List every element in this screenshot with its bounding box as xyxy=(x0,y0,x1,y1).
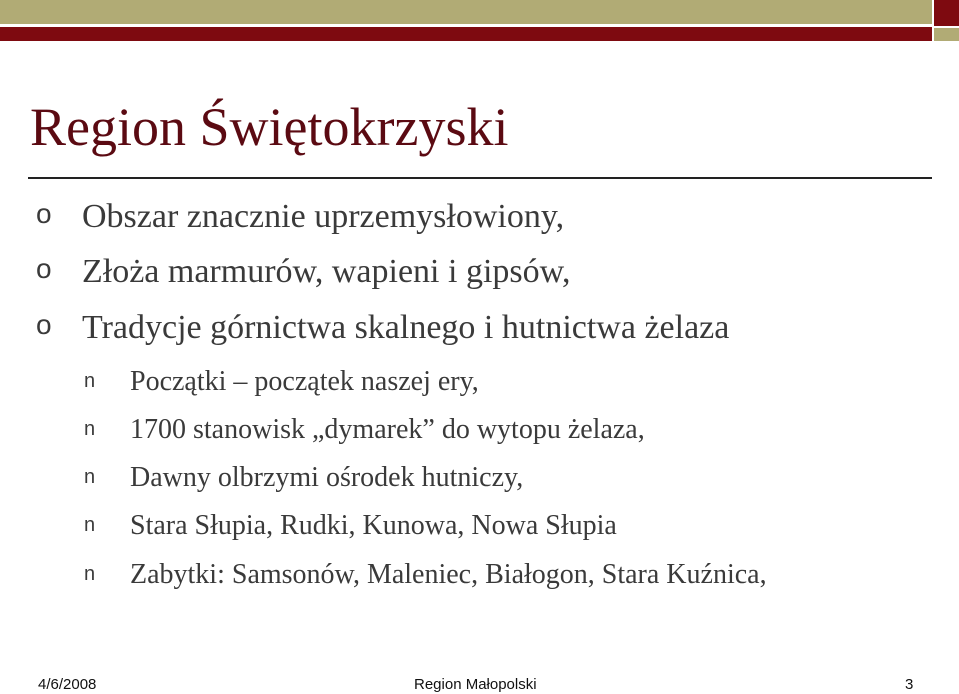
footer-page-number: 3 xyxy=(905,676,914,693)
square-bullet-icon: n xyxy=(84,418,96,440)
sub-bullet-text: Zabytki: Samsonów, Maleniec, Białogon, Stara Kuźnica, xyxy=(130,559,767,590)
sub-bullet-text: 1700 stanowisk „dymarek” do wytopu żelaza, xyxy=(130,414,645,445)
sub-bullet-text: Dawny olbrzymi ośrodek hutniczy, xyxy=(130,462,524,493)
square-bullet-icon: n xyxy=(84,514,96,536)
footer-date: 4/6/2008 xyxy=(38,676,97,693)
square-bullet-icon: n xyxy=(84,466,96,488)
bullet-text: Obszar znacznie uprzemysłowiony, xyxy=(82,198,565,235)
square-bullet-icon: n xyxy=(84,370,96,392)
square-bullet-icon: n xyxy=(84,563,96,585)
circle-bullet-icon: o xyxy=(36,198,52,229)
bullet-text: Tradycje górnictwa skalnego i hutnictwa żelaza xyxy=(82,309,730,346)
sub-bullet-text: Początki – początek naszej ery, xyxy=(130,366,479,397)
sub-bullet-text: Stara Słupia, Rudki, Kunowa, Nowa Słupia xyxy=(130,510,617,541)
circle-bullet-icon: o xyxy=(36,309,52,340)
bullet-text: Złoża marmurów, wapieni i gipsów, xyxy=(82,253,571,290)
circle-bullet-icon: o xyxy=(36,253,52,284)
slide-title: Region Świętokrzyski xyxy=(30,97,509,157)
footer-title: Region Małopolski xyxy=(414,676,537,693)
